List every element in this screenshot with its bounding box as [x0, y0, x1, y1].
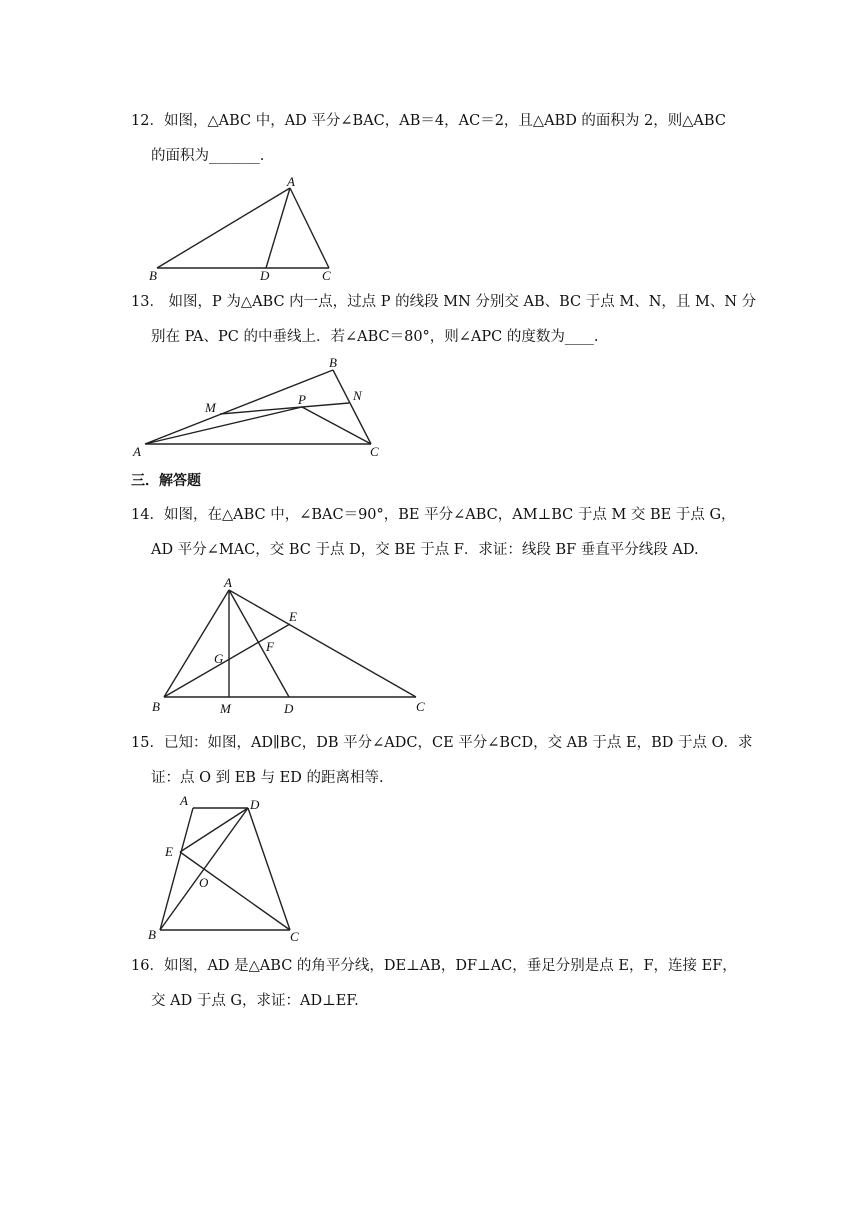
q14-label-m: M — [220, 701, 231, 716]
q13-label-m: M — [205, 400, 216, 415]
q13-label-b: B — [329, 355, 337, 370]
q14-label-d: D — [284, 701, 294, 716]
q15-label-b: B — [148, 927, 156, 942]
q15-text-line-1: 15．已知：如图，AD∥BC，DB 平分∠ADC，CE 平分∠BCD，交 AB 于点 E，BD 于点 O．求 — [131, 735, 753, 751]
q13-text-line-2: 别在 PA、PC 的中垂线上．若∠ABC＝80°，则∠APC 的度数为____. — [151, 329, 599, 345]
q15-label-c: C — [290, 929, 299, 944]
q15-trapezoid — [160, 808, 290, 930]
q14-label-c: C — [416, 699, 425, 714]
q12-label-c: C — [322, 268, 331, 283]
q12-text-line-2: 的面积为_______. — [151, 148, 265, 164]
q16-text-line-1: 16．如图，AD 是△ABC 的角平分线，DE⊥AB，DF⊥AC，垂足分别是点 E，F，连接 EF， — [131, 958, 737, 974]
q13-label-c: C — [370, 444, 379, 459]
q16-text-line-2: 交 AD 于点 G，求证：AD⊥EF. — [151, 993, 359, 1009]
q13-text-line-1: 13． 如图，P 为△ABC 内一点，过点 P 的线段 MN 分别交 AB、BC 于点 M、N，且 M、N 分 — [131, 294, 757, 310]
q14-label-g: G — [214, 651, 224, 666]
q13-label-a: A — [133, 444, 141, 459]
q12-label-a: A — [287, 174, 295, 189]
q12-label-b: B — [149, 268, 157, 283]
q14-text-line-1: 14．如图，在△ABC 中，∠BAC＝90°，BE 平分∠ABC，AM⊥BC 于点 M 交 BE 于点 G， — [131, 507, 736, 523]
q15-label-e: E — [165, 844, 173, 859]
q12-label-d: D — [260, 268, 270, 283]
q14-label-a: A — [224, 575, 232, 590]
section-heading: 三．解答题 — [131, 473, 201, 489]
q15-label-a: A — [180, 793, 188, 808]
q15-label-o: O — [199, 875, 209, 890]
q15-text-line-2: 证：点 O 到 EB 与 ED 的距离相等. — [151, 770, 384, 786]
q12-text-line-1: 12．如图，△ABC 中，AD 平分∠BAC，AB＝4，AC＝2，且△ABD 的面积为 2，则△ABC — [131, 113, 726, 129]
q14-text-line-2: AD 平分∠MAC，交 BC 于点 D，交 BE 于点 F．求证：线段 BF 垂直平分线段 AD. — [151, 542, 699, 558]
q13-label-p: P — [298, 392, 306, 407]
q14-label-e: E — [289, 609, 297, 624]
q13-label-n: N — [353, 388, 362, 403]
q15-label-d: D — [250, 797, 260, 812]
q14-label-f: F — [266, 639, 274, 654]
q14-label-b: B — [152, 699, 160, 714]
